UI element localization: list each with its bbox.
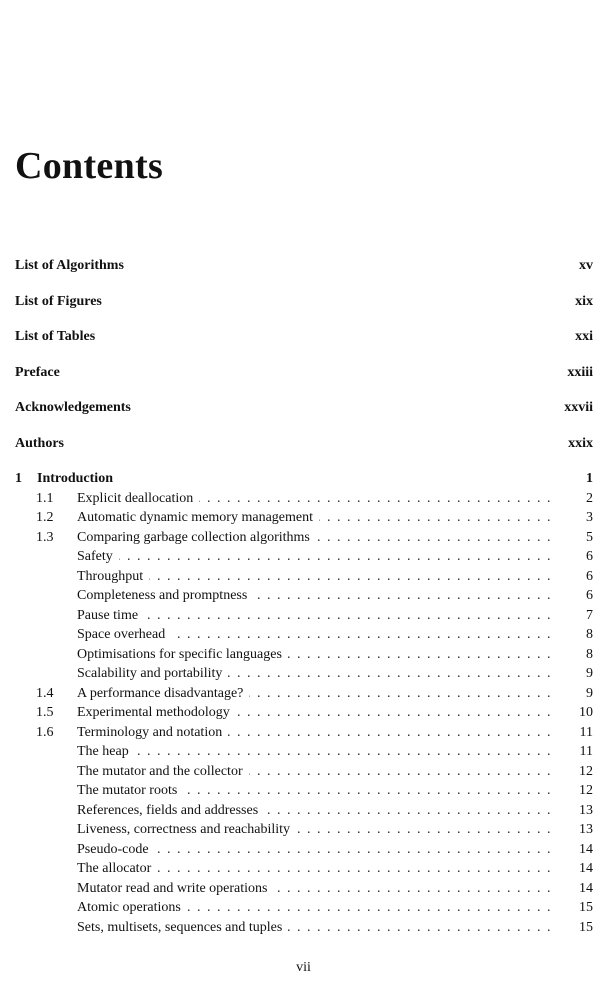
section-title: References, fields and addresses	[77, 803, 264, 818]
toc-section-entry[interactable]	[15, 900, 593, 920]
toc-section-entry[interactable]	[15, 510, 593, 530]
toc-entry-preface[interactable]	[15, 365, 593, 401]
toc-entry-page: xxi	[575, 329, 593, 344]
toc-chapter-entry[interactable]	[15, 471, 593, 491]
section-list	[15, 491, 593, 940]
toc-entry-title: List of Algorithms	[15, 258, 124, 273]
toc-section-entry[interactable]	[15, 569, 593, 589]
toc-entry-page: xix	[575, 293, 593, 309]
toc-section-entry[interactable]	[15, 881, 593, 901]
page-number: vii	[296, 960, 311, 975]
toc-section-entry[interactable]	[15, 764, 593, 784]
section-title-leader	[77, 900, 557, 916]
toc-entry-acknowledgements[interactable]	[15, 400, 593, 436]
toc-section-entry[interactable]	[15, 842, 593, 862]
toc-entry-title: List of Figures	[15, 293, 102, 309]
toc-section-entry[interactable]	[15, 647, 593, 667]
section-title-leader	[77, 627, 557, 643]
section-title-leader	[77, 764, 557, 780]
toc-section-entry[interactable]	[15, 725, 593, 745]
section-title: Scalability and portability	[77, 666, 228, 681]
section-title: The allocator	[77, 861, 157, 876]
section-title-leader	[77, 569, 557, 585]
section-title-leader	[77, 861, 557, 877]
section-title-leader	[77, 725, 557, 741]
section-title-leader	[77, 881, 557, 897]
toc-entry-title: Authors	[15, 435, 65, 451]
section-title: Automatic dynamic memory management	[77, 510, 319, 525]
section-title-leader	[77, 647, 557, 663]
toc-section-entry[interactable]	[15, 705, 593, 725]
toc-section-entry[interactable]	[15, 491, 593, 511]
section-page: 7	[557, 608, 593, 624]
section-page: 11	[557, 744, 593, 760]
section-number: 1.1	[36, 490, 54, 506]
toc-section-entry[interactable]	[15, 822, 593, 842]
page-title: Contents	[15, 145, 164, 187]
section-page: 15	[557, 900, 593, 916]
toc-section-entry[interactable]	[15, 803, 593, 823]
toc-entry-list-of-figures[interactable]	[15, 294, 593, 330]
section-number: 1.4	[36, 685, 54, 701]
toc-section-entry[interactable]	[15, 588, 593, 608]
section-title: Pause time	[77, 608, 144, 623]
section-number: 1.3	[36, 529, 54, 545]
section-page: 10	[557, 705, 593, 721]
section-title: Safety	[77, 549, 119, 564]
toc-section-entry[interactable]	[15, 627, 593, 647]
section-title-leader	[77, 783, 557, 799]
toc-section-entry[interactable]	[15, 861, 593, 881]
section-page: 13	[557, 803, 593, 819]
section-title-leader	[77, 920, 557, 936]
section-title-leader	[77, 822, 557, 838]
section-title-leader	[77, 491, 557, 507]
section-page: 8	[557, 627, 593, 643]
toc-entry-title: Acknowledgements	[15, 400, 131, 415]
section-page: 14	[557, 842, 593, 858]
section-page: 13	[557, 822, 593, 838]
toc-entry-list-of-algorithms[interactable]	[15, 258, 593, 294]
section-page: 2	[557, 491, 593, 507]
section-title: Explicit deallocation	[77, 491, 199, 506]
section-title: Throughput	[77, 569, 149, 584]
toc-section-entry[interactable]	[15, 744, 593, 764]
section-title: Pseudo-code	[77, 842, 155, 857]
chapter-1-block	[15, 471, 593, 939]
toc-section-entry[interactable]	[15, 783, 593, 803]
section-title-leader	[77, 842, 557, 858]
section-title-leader	[77, 686, 557, 702]
toc-entry-authors[interactable]	[15, 436, 593, 472]
toc-entry-list-of-tables[interactable]	[15, 329, 593, 365]
toc-entry-page: xv	[579, 258, 593, 273]
section-title: Completeness and promptness	[77, 588, 253, 603]
section-number: 1.6	[36, 724, 54, 740]
section-title: The heap	[77, 744, 135, 759]
section-number: 1.2	[36, 510, 54, 525]
section-page: 8	[557, 647, 593, 663]
section-title-leader	[77, 530, 557, 546]
section-page: 3	[557, 510, 593, 526]
toc-entry-title: Preface	[15, 364, 60, 380]
toc-section-entry[interactable]	[15, 686, 593, 706]
chapter-number: 1	[15, 471, 22, 486]
section-title: Comparing garbage collection algorithms	[77, 530, 316, 545]
toc-section-entry[interactable]	[15, 608, 593, 628]
section-page: 6	[557, 549, 593, 565]
toc-entry-title: List of Tables	[15, 329, 96, 344]
chapter-page: 1	[586, 471, 593, 486]
toc-section-entry[interactable]	[15, 920, 593, 940]
front-matter-list	[15, 258, 593, 471]
section-page: 6	[557, 588, 593, 604]
section-page: 12	[557, 764, 593, 780]
section-title-leader	[77, 549, 557, 565]
section-title: Sets, multisets, sequences and tuples	[77, 920, 288, 935]
section-title-leader	[77, 803, 557, 819]
toc-section-entry[interactable]	[15, 530, 593, 550]
section-title: Atomic operations	[77, 900, 187, 915]
section-page: 14	[557, 881, 593, 897]
section-title: Terminology and notation	[77, 725, 228, 740]
section-title-leader	[77, 588, 557, 604]
section-title: The mutator and the collector	[77, 764, 249, 779]
toc-entry-page: xxix	[568, 435, 593, 451]
section-page: 14	[557, 861, 593, 877]
section-title-leader	[77, 608, 557, 624]
toc-entry-page: xxvii	[564, 400, 593, 415]
section-title: Mutator read and write operations	[77, 881, 274, 896]
section-number: 1.5	[36, 705, 54, 720]
section-page: 12	[557, 783, 593, 799]
section-title: A performance disadvantage?	[77, 686, 249, 701]
section-title-leader	[77, 705, 557, 721]
section-page: 5	[557, 530, 593, 546]
chapter-title: Introduction	[37, 471, 113, 486]
section-page: 9	[557, 666, 593, 682]
toc-section-entry[interactable]	[15, 666, 593, 686]
toc-section-entry[interactable]	[15, 549, 593, 569]
toc-entry-page: xxiii	[567, 364, 593, 380]
section-title-leader	[77, 666, 557, 682]
section-title: Liveness, correctness and reachability	[77, 822, 296, 837]
section-title: Space overhead	[77, 627, 171, 642]
section-page: 15	[557, 920, 593, 936]
section-title-leader	[77, 744, 557, 760]
section-title: The mutator roots	[77, 783, 183, 798]
section-title: Optimisations for specific languages	[77, 647, 288, 662]
section-page: 9	[557, 686, 593, 702]
section-page: 11	[557, 725, 593, 741]
section-title-leader	[77, 510, 557, 526]
section-title: Experimental methodology	[77, 705, 236, 720]
section-page: 6	[557, 569, 593, 585]
